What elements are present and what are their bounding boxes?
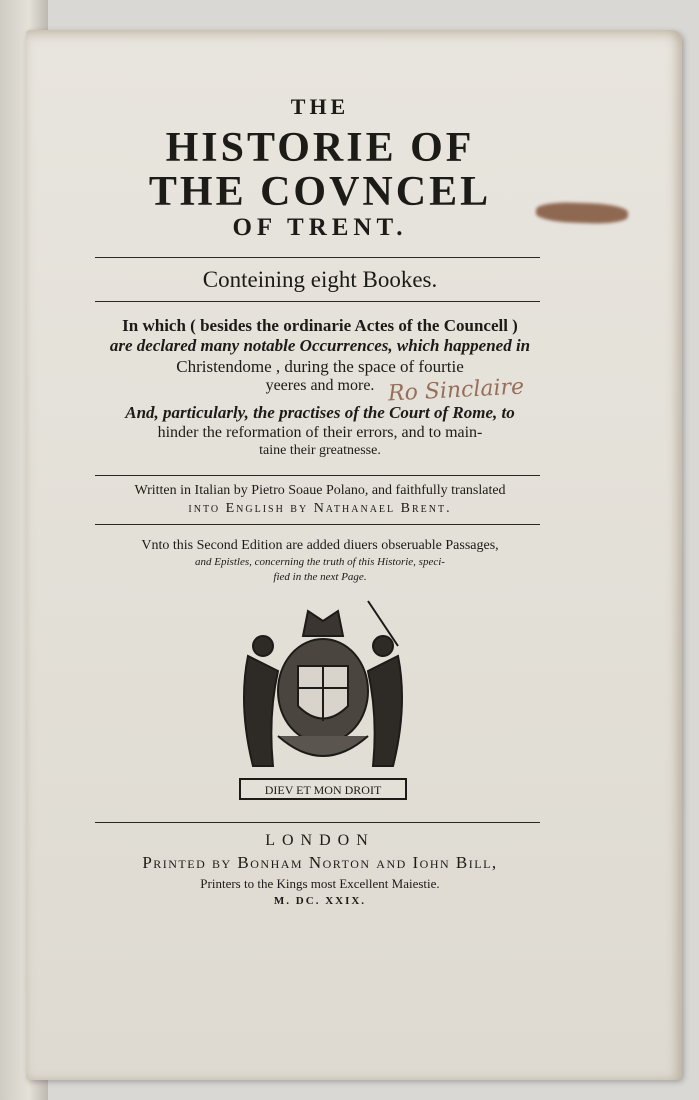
title-line: THE COVNCEL <box>148 169 492 215</box>
description-line: are declared many notable Occurrences, which happened in <box>109 336 531 355</box>
authorship-line: into English by Nathanael Brent. <box>188 501 452 516</box>
description-line: yeeres and more. <box>265 377 375 394</box>
description-line: taine their greatnesse. <box>259 443 381 458</box>
royal-coat-of-arms <box>228 596 418 806</box>
edition-line: fied in the next Page. <box>273 571 367 583</box>
subtitle: Conteining eight Bookes. <box>202 267 438 292</box>
divider <box>95 822 540 823</box>
imprint-line: LONDON <box>265 832 375 849</box>
divider <box>95 524 540 525</box>
motto: DIEV ET MON DROIT <box>264 783 382 797</box>
divider <box>95 257 540 258</box>
edition-line: Vnto this Second Edition are added diuers obseruable Passages, <box>141 538 499 553</box>
title-line: HISTORIE OF <box>165 125 475 171</box>
description-line: And, particularly, the practises of the Court of Rome, to <box>125 403 515 422</box>
imprint-line: M. DC. XXIX. <box>273 895 367 907</box>
imprint-line: Printers to the Kings most Excellent Maiestie. <box>200 876 440 891</box>
edition-line: and Epistles, concerning the truth of this Historie, speci- <box>195 556 445 568</box>
title-line: THE <box>290 94 350 119</box>
divider <box>95 301 540 302</box>
title-line: OF TRENT. <box>232 214 408 241</box>
description-line: Christendome , during the space of fourtie <box>176 357 464 376</box>
description-line: hinder the reformation of their errors, and to main- <box>157 424 483 441</box>
description-line: In which ( besides the ordinarie Actes of the Councell ) <box>122 316 518 335</box>
handwritten-signature: Ro Sinclaire <box>387 374 525 407</box>
divider <box>95 475 540 476</box>
imprint-line: Printed by Bonham Norton and Iohn Bill, <box>142 853 498 872</box>
authorship-line: Written in Italian by Pietro Soaue Polano, and faithfully translated <box>134 483 506 498</box>
